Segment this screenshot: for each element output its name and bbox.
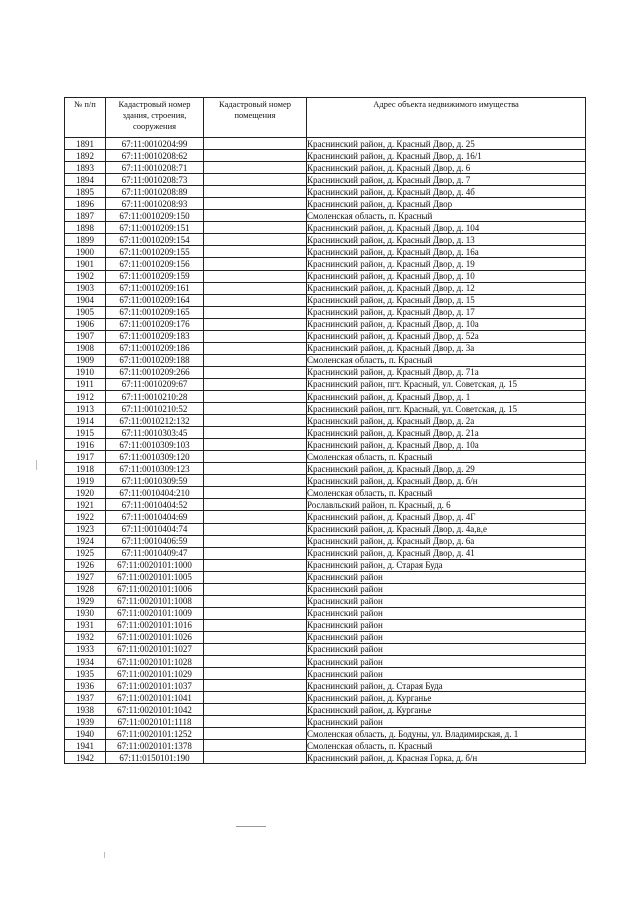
cell-address: Смоленская область, д. Бодуны, ул. Владимирская, д. 1 <box>307 728 586 740</box>
cell-address: Краснинский район, д. Красный Двор, д. 3а <box>307 342 586 354</box>
cell-number: 1910 <box>65 366 106 378</box>
cell-address: Краснинский район, д. Красный Двор, д. 71а <box>307 366 586 378</box>
table-row <box>65 680 586 692</box>
cell-address: Смоленская область, п. Красный <box>307 451 586 463</box>
cell-address: Краснинский район, д. Красный Двор, д. 19 <box>307 258 586 270</box>
table-row <box>65 234 586 246</box>
table-row <box>65 403 586 415</box>
cell-room-cadastral-number <box>204 740 307 752</box>
cell-number: 1908 <box>65 342 106 354</box>
table-row <box>65 366 586 378</box>
table-row <box>65 318 586 330</box>
table-row <box>65 583 586 595</box>
cell-number: 1901 <box>65 258 106 270</box>
cell-room-cadastral-number <box>204 222 307 234</box>
cell-building-cadastral-number: 67:11:0010303:45 <box>106 427 204 439</box>
table-row <box>65 692 586 704</box>
cell-number: 1917 <box>65 451 106 463</box>
cell-room-cadastral-number <box>204 318 307 330</box>
cell-address: Краснинский район, д. Красный Двор, д. 1 <box>307 390 586 402</box>
cell-room-cadastral-number <box>204 258 307 270</box>
cell-address: Краснинский район <box>307 607 586 619</box>
cell-building-cadastral-number: 67:11:0010209:164 <box>106 294 204 306</box>
cell-address: Краснинский район, д. Красный Двор, д. 12 <box>307 282 586 294</box>
cell-number: 1938 <box>65 704 106 716</box>
cell-building-cadastral-number: 67:11:0010208:71 <box>106 162 204 174</box>
cell-number: 1906 <box>65 318 106 330</box>
table-row <box>65 511 586 523</box>
cell-building-cadastral-number: 67:11:0010208:73 <box>106 174 204 186</box>
table-row <box>65 415 586 427</box>
cell-room-cadastral-number <box>204 427 307 439</box>
table-row <box>65 535 586 547</box>
cell-building-cadastral-number: 67:11:0010209:155 <box>106 246 204 258</box>
cell-address: Краснинский район, д. Красный Двор, д. 4Г <box>307 511 586 523</box>
cell-address: Краснинский район, д. Красный Двор, д. 16/1 <box>307 150 586 162</box>
cell-building-cadastral-number: 67:11:0020101:1378 <box>106 740 204 752</box>
cell-address: Рославльский район, п. Красный, д. 6 <box>307 499 586 511</box>
cell-room-cadastral-number <box>204 716 307 728</box>
cell-number: 1903 <box>65 282 106 294</box>
table-row <box>65 378 586 390</box>
cell-building-cadastral-number: 67:11:0010209:161 <box>106 282 204 294</box>
table-row <box>65 186 586 198</box>
cell-number: 1935 <box>65 668 106 680</box>
table-row <box>65 547 586 559</box>
table-row <box>65 631 586 643</box>
cell-number: 1933 <box>65 643 106 655</box>
table-row <box>65 439 586 451</box>
cell-number: 1932 <box>65 631 106 643</box>
scan-mark <box>36 460 37 470</box>
cell-building-cadastral-number: 67:11:0020101:1037 <box>106 680 204 692</box>
cell-building-cadastral-number: 67:11:0020101:1041 <box>106 692 204 704</box>
cell-number: 1913 <box>65 403 106 415</box>
cell-room-cadastral-number <box>204 390 307 402</box>
cell-building-cadastral-number: 67:11:0010209:186 <box>106 342 204 354</box>
cell-number: 1940 <box>65 728 106 740</box>
table-row <box>65 487 586 499</box>
cell-room-cadastral-number <box>204 138 307 150</box>
table-row <box>65 475 586 487</box>
cell-address: Смоленская область, п. Красный <box>307 210 586 222</box>
table-row <box>65 246 586 258</box>
cell-address: Краснинский район, д. Курганье <box>307 692 586 704</box>
cell-room-cadastral-number <box>204 487 307 499</box>
cell-room-cadastral-number <box>204 150 307 162</box>
cell-room-cadastral-number <box>204 475 307 487</box>
cell-number: 1907 <box>65 330 106 342</box>
cell-room-cadastral-number <box>204 246 307 258</box>
cell-building-cadastral-number: 67:11:0010209:154 <box>106 234 204 246</box>
cell-address: Смоленская область, п. Красный <box>307 354 586 366</box>
cell-address: Краснинский район <box>307 643 586 655</box>
cell-building-cadastral-number: 67:11:0020101:1029 <box>106 668 204 680</box>
header-number: № п/п <box>65 98 106 138</box>
header-building-cadastral-number: Кадастровый номер здания, строения, сооружения <box>106 98 204 138</box>
cell-address: Краснинский район, д. Старая Буда <box>307 559 586 571</box>
table-row <box>65 270 586 282</box>
table-row <box>65 704 586 716</box>
cell-number: 1894 <box>65 174 106 186</box>
table-row <box>65 306 586 318</box>
cell-number: 1915 <box>65 427 106 439</box>
cell-address: Смоленская область, п. Красный <box>307 740 586 752</box>
header-room-cadastral-number: Кадастровый номер помещения <box>204 98 307 138</box>
cell-address: Краснинский район, д. Красный Двор, д. 21а <box>307 427 586 439</box>
table-row <box>65 668 586 680</box>
cell-building-cadastral-number: 67:11:0020101:1008 <box>106 595 204 607</box>
cell-room-cadastral-number <box>204 354 307 366</box>
cell-address: Краснинский район, д. Красный Двор, д. 52а <box>307 330 586 342</box>
cell-room-cadastral-number <box>204 583 307 595</box>
cell-number: 1898 <box>65 222 106 234</box>
table-row <box>65 656 586 668</box>
cell-address: Краснинский район, д. Курганье <box>307 704 586 716</box>
cell-room-cadastral-number <box>204 752 307 764</box>
cell-building-cadastral-number: 67:11:0010209:159 <box>106 270 204 282</box>
cell-room-cadastral-number <box>204 571 307 583</box>
cell-building-cadastral-number: 67:11:0010404:69 <box>106 511 204 523</box>
cell-room-cadastral-number <box>204 294 307 306</box>
table-row <box>65 390 586 402</box>
table-header-row <box>65 98 586 138</box>
cell-address: Краснинский район <box>307 656 586 668</box>
cell-room-cadastral-number <box>204 210 307 222</box>
cell-building-cadastral-number: 67:11:0010208:89 <box>106 186 204 198</box>
cell-address: Краснинский район, пгт. Красный, ул. Советская, д. 15 <box>307 378 586 390</box>
scan-dash <box>236 826 266 827</box>
cell-room-cadastral-number <box>204 523 307 535</box>
cell-building-cadastral-number: 67:11:0020101:1005 <box>106 571 204 583</box>
cell-building-cadastral-number: 67:11:0010309:59 <box>106 475 204 487</box>
cell-building-cadastral-number: 67:11:0010404:52 <box>106 499 204 511</box>
table-row <box>65 427 586 439</box>
cell-building-cadastral-number: 67:11:0010209:183 <box>106 330 204 342</box>
cell-building-cadastral-number: 67:11:0020101:1042 <box>106 704 204 716</box>
cell-address: Краснинский район, д. Красный Двор, д. 7 <box>307 174 586 186</box>
cell-building-cadastral-number: 67:11:0010209:165 <box>106 306 204 318</box>
cell-room-cadastral-number <box>204 403 307 415</box>
cell-room-cadastral-number <box>204 282 307 294</box>
cell-building-cadastral-number: 67:11:0010309:103 <box>106 439 204 451</box>
cell-building-cadastral-number: 67:11:0010209:176 <box>106 318 204 330</box>
cell-building-cadastral-number: 67:11:0020101:1006 <box>106 583 204 595</box>
cell-building-cadastral-number: 67:11:0010212:132 <box>106 415 204 427</box>
cell-building-cadastral-number: 67:11:0010209:266 <box>106 366 204 378</box>
table-row <box>65 595 586 607</box>
cell-number: 1931 <box>65 619 106 631</box>
cell-number: 1911 <box>65 378 106 390</box>
table-row <box>65 258 586 270</box>
cell-address: Краснинский район, д. Красный Двор, д. 10а <box>307 439 586 451</box>
cell-number: 1936 <box>65 680 106 692</box>
cell-number: 1909 <box>65 354 106 366</box>
cell-address: Краснинский район, д. Красный Двор, д. 29 <box>307 463 586 475</box>
cell-building-cadastral-number: 67:11:0010208:62 <box>106 150 204 162</box>
table-row <box>65 740 586 752</box>
cell-room-cadastral-number <box>204 270 307 282</box>
cell-address: Краснинский район, д. Красный Двор, д. 2а <box>307 415 586 427</box>
cell-building-cadastral-number: 67:11:0010209:150 <box>106 210 204 222</box>
cell-number: 1920 <box>65 487 106 499</box>
cell-room-cadastral-number <box>204 306 307 318</box>
cell-building-cadastral-number: 67:11:0010204:99 <box>106 138 204 150</box>
table-row <box>65 523 586 535</box>
cell-number: 1916 <box>65 439 106 451</box>
table-row <box>65 619 586 631</box>
cell-address: Краснинский район <box>307 595 586 607</box>
cell-building-cadastral-number: 67:11:0010210:52 <box>106 403 204 415</box>
table-row <box>65 330 586 342</box>
cell-number: 1927 <box>65 571 106 583</box>
cell-address: Краснинский район, д. Красный Двор, д. 10 <box>307 270 586 282</box>
cell-room-cadastral-number <box>204 451 307 463</box>
cell-building-cadastral-number: 67:11:0010209:188 <box>106 354 204 366</box>
table-row <box>65 571 586 583</box>
cell-number: 1893 <box>65 162 106 174</box>
cell-address: Краснинский район <box>307 571 586 583</box>
cell-address: Краснинский район, д. Красный Двор, д. 15 <box>307 294 586 306</box>
table-row <box>65 222 586 234</box>
cell-room-cadastral-number <box>204 198 307 210</box>
cell-room-cadastral-number <box>204 234 307 246</box>
table-row <box>65 499 586 511</box>
cell-room-cadastral-number <box>204 439 307 451</box>
cell-building-cadastral-number: 67:11:0010209:156 <box>106 258 204 270</box>
cell-room-cadastral-number <box>204 162 307 174</box>
cell-room-cadastral-number <box>204 692 307 704</box>
cell-room-cadastral-number <box>204 728 307 740</box>
cell-address: Краснинский район, д. Красный Двор, д. 16а <box>307 246 586 258</box>
cell-address: Краснинский район, д. Красный Двор, д. 25 <box>307 138 586 150</box>
cell-room-cadastral-number <box>204 704 307 716</box>
cell-number: 1925 <box>65 547 106 559</box>
cell-address: Смоленская область, п. Красный <box>307 487 586 499</box>
table-row <box>65 559 586 571</box>
cell-room-cadastral-number <box>204 511 307 523</box>
cell-address: Краснинский район, д. Красный Двор, д. 4а,в,е <box>307 523 586 535</box>
cell-room-cadastral-number <box>204 656 307 668</box>
cell-number: 1892 <box>65 150 106 162</box>
cell-address: Краснинский район <box>307 631 586 643</box>
cell-room-cadastral-number <box>204 668 307 680</box>
cell-number: 1928 <box>65 583 106 595</box>
table-row <box>65 607 586 619</box>
cell-room-cadastral-number <box>204 342 307 354</box>
cell-number: 1918 <box>65 463 106 475</box>
table-row <box>65 294 586 306</box>
cell-room-cadastral-number <box>204 463 307 475</box>
cell-address: Краснинский район, пгт. Красный, ул. Советская, д. 15 <box>307 403 586 415</box>
cell-number: 1921 <box>65 499 106 511</box>
cell-building-cadastral-number: 67:11:0010208:93 <box>106 198 204 210</box>
table-row <box>65 728 586 740</box>
scan-mark <box>104 852 105 858</box>
table-row <box>65 210 586 222</box>
cell-number: 1942 <box>65 752 106 764</box>
cell-number: 1922 <box>65 511 106 523</box>
cell-number: 1934 <box>65 656 106 668</box>
cell-room-cadastral-number <box>204 631 307 643</box>
table-row <box>65 342 586 354</box>
cell-number: 1923 <box>65 523 106 535</box>
table-row <box>65 198 586 210</box>
cell-number: 1899 <box>65 234 106 246</box>
cell-number: 1926 <box>65 559 106 571</box>
cell-room-cadastral-number <box>204 415 307 427</box>
cell-building-cadastral-number: 67:11:0020101:1009 <box>106 607 204 619</box>
cell-building-cadastral-number: 67:11:0020101:1000 <box>106 559 204 571</box>
cell-building-cadastral-number: 67:11:0010309:123 <box>106 463 204 475</box>
cell-building-cadastral-number: 67:11:0010210:28 <box>106 390 204 402</box>
cell-number: 1930 <box>65 607 106 619</box>
cell-address: Краснинский район, д. Красный Двор, д. 4б <box>307 186 586 198</box>
cell-number: 1941 <box>65 740 106 752</box>
table-row <box>65 463 586 475</box>
cell-building-cadastral-number: 67:11:0010409:47 <box>106 547 204 559</box>
cell-room-cadastral-number <box>204 619 307 631</box>
table-row <box>65 716 586 728</box>
table-row <box>65 150 586 162</box>
cell-room-cadastral-number <box>204 680 307 692</box>
cell-room-cadastral-number <box>204 174 307 186</box>
cell-building-cadastral-number: 67:11:0010404:74 <box>106 523 204 535</box>
table-row <box>65 174 586 186</box>
cell-room-cadastral-number <box>204 643 307 655</box>
cell-number: 1912 <box>65 390 106 402</box>
cell-room-cadastral-number <box>204 378 307 390</box>
cell-address: Краснинский район, д. Красный Двор, д. 13 <box>307 234 586 246</box>
cell-building-cadastral-number: 67:11:0020101:1028 <box>106 656 204 668</box>
table-row <box>65 643 586 655</box>
cell-room-cadastral-number <box>204 547 307 559</box>
table-row <box>65 138 586 150</box>
cell-address: Краснинский район, д. Красный Двор, д. б/н <box>307 475 586 487</box>
table-row <box>65 282 586 294</box>
cell-number: 1905 <box>65 306 106 318</box>
cell-building-cadastral-number: 67:11:0010309:120 <box>106 451 204 463</box>
table-row <box>65 752 586 764</box>
cell-building-cadastral-number: 67:11:0010209:67 <box>106 378 204 390</box>
cell-number: 1895 <box>65 186 106 198</box>
cell-number: 1919 <box>65 475 106 487</box>
cell-room-cadastral-number <box>204 330 307 342</box>
table-body <box>65 138 586 764</box>
cell-address: Краснинский район, д. Красный Двор, д. 17 <box>307 306 586 318</box>
cell-address: Краснинский район, д. Красная Горка, д. б/н <box>307 752 586 764</box>
cell-number: 1897 <box>65 210 106 222</box>
cell-number: 1939 <box>65 716 106 728</box>
cell-number: 1924 <box>65 535 106 547</box>
cell-number: 1896 <box>65 198 106 210</box>
cell-building-cadastral-number: 67:11:0020101:1252 <box>106 728 204 740</box>
cell-room-cadastral-number <box>204 186 307 198</box>
cell-building-cadastral-number: 67:11:0010209:151 <box>106 222 204 234</box>
table-row <box>65 451 586 463</box>
cell-building-cadastral-number: 67:11:0020101:1027 <box>106 643 204 655</box>
cell-address: Краснинский район, д. Старая Буда <box>307 680 586 692</box>
cell-room-cadastral-number <box>204 595 307 607</box>
cell-address: Краснинский район, д. Красный Двор <box>307 198 586 210</box>
cell-number: 1902 <box>65 270 106 282</box>
cell-address: Краснинский район, д. Красный Двор, д. 10а <box>307 318 586 330</box>
cell-room-cadastral-number <box>204 607 307 619</box>
header-address: Адрес объекта недвижимого имущества <box>307 98 586 138</box>
cell-building-cadastral-number: 67:11:0010406:59 <box>106 535 204 547</box>
cell-room-cadastral-number <box>204 559 307 571</box>
cell-building-cadastral-number: 67:11:0150101:190 <box>106 752 204 764</box>
table-row <box>65 162 586 174</box>
property-register-table <box>64 97 586 764</box>
cell-building-cadastral-number: 67:11:0020101:1026 <box>106 631 204 643</box>
cell-address: Краснинский район, д. Красный Двор, д. 6 <box>307 162 586 174</box>
cell-number: 1929 <box>65 595 106 607</box>
cell-number: 1914 <box>65 415 106 427</box>
cell-number: 1900 <box>65 246 106 258</box>
cell-address: Краснинский район <box>307 619 586 631</box>
cell-room-cadastral-number <box>204 499 307 511</box>
cell-address: Краснинский район, д. Красный Двор, д. 104 <box>307 222 586 234</box>
cell-room-cadastral-number <box>204 535 307 547</box>
cell-building-cadastral-number: 67:11:0020101:1016 <box>106 619 204 631</box>
cell-building-cadastral-number: 67:11:0020101:1118 <box>106 716 204 728</box>
cell-room-cadastral-number <box>204 366 307 378</box>
cell-address: Краснинский район <box>307 716 586 728</box>
cell-address: Краснинский район <box>307 668 586 680</box>
table-row <box>65 354 586 366</box>
cell-address: Краснинский район <box>307 583 586 595</box>
cell-number: 1937 <box>65 692 106 704</box>
cell-address: Краснинский район, д. Красный Двор, д. 6а <box>307 535 586 547</box>
cell-number: 1904 <box>65 294 106 306</box>
cell-address: Краснинский район, д. Красный Двор, д. 41 <box>307 547 586 559</box>
cell-building-cadastral-number: 67:11:0010404:210 <box>106 487 204 499</box>
cell-number: 1891 <box>65 138 106 150</box>
